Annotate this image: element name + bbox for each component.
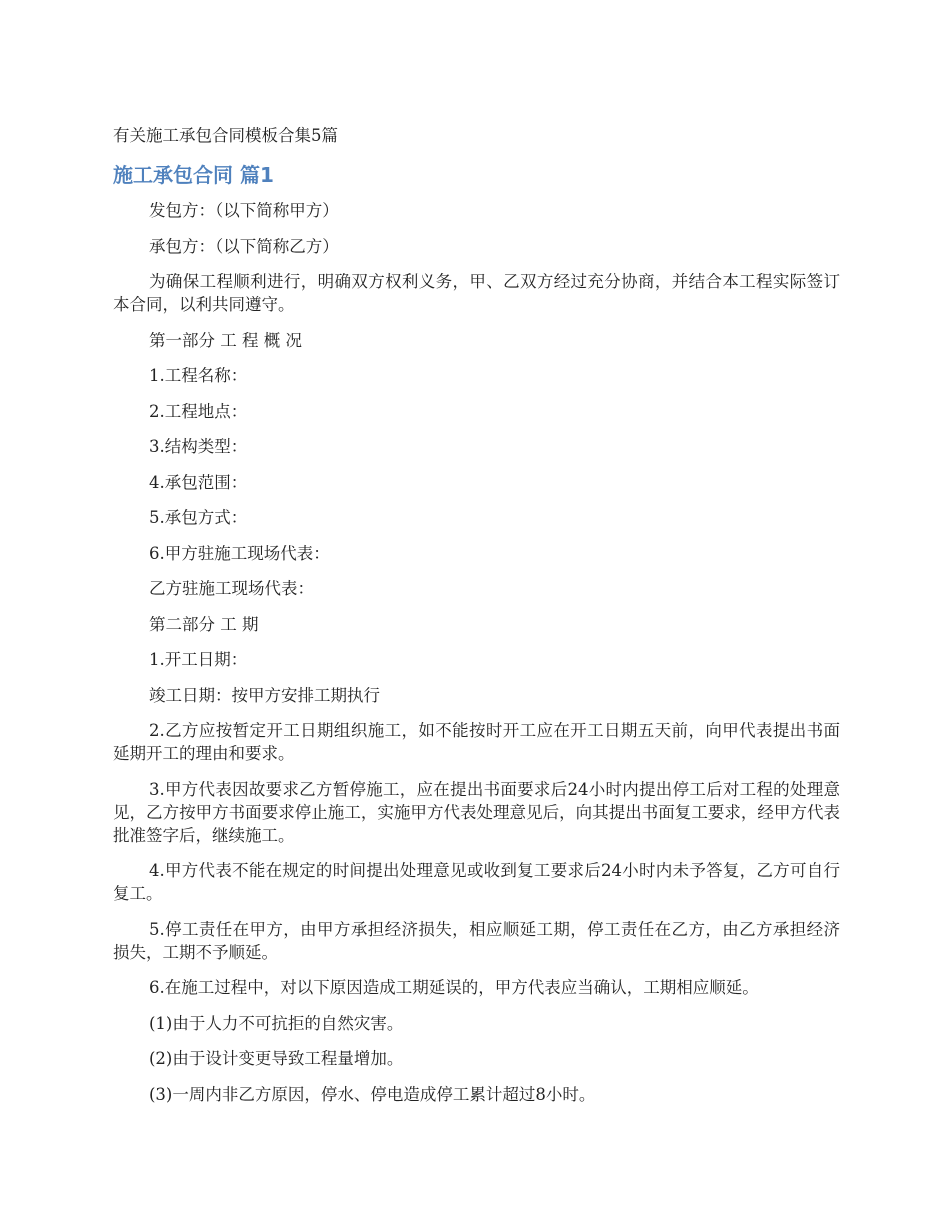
paragraph: 发包方：（以下简称甲方） [149,201,339,220]
paragraph: 5.承包方式： [149,508,248,527]
paragraph: (2)由于设计变更导致工程量增加。 [149,1049,404,1068]
paragraph: 为确保工程顺利进行，明确双方权利义务，甲、乙双方经过充分协商，并结合本工程实际签订本合同，以利共同遵守。 [113,272,840,314]
paragraph: 3.甲方代表因故要求乙方暂停施工，应在提出书面要求后24小时内提出停工后对工程的处理意见，乙方按甲方书面要求停止施工，实施甲方代表处理意见后，向其提出书面复工要求，经甲方代表批准签字后，继续施工。 [113,779,840,845]
paragraph: 4.承包范围： [149,472,248,492]
paragraph: 竣工日期：按甲方安排工期执行 [149,685,380,705]
paragraph-list [113,199,840,1106]
paragraph: 乙方驻施工现场代表： [149,579,314,598]
paragraph: 5.停工责任在甲方，由甲方承担经济损失，相应顺延工期，停工责任在乙方，由乙方承担经济损失，工期不予顺延。 [113,919,840,962]
section-heading: 施工承包合同 篇1 [113,163,274,187]
paragraph: 1.开工日期： [149,650,248,669]
paragraph: (3)一周内非乙方原因，停水、停电造成停工累计超过8小时。 [149,1084,596,1104]
paragraph: 第二部分 工 期 [149,614,259,634]
paragraph: 4.甲方代表不能在规定的时间提出处理意见或收到复工要求后24小时内未予答复，乙方可自行复工。 [113,861,840,903]
paragraph: 承包方：（以下简称乙方） [149,236,339,256]
paragraph: (1)由于人力不可抗拒的自然灾害。 [149,1013,404,1033]
paragraph: 1.工程名称： [149,366,248,385]
paragraph: 3.结构类型： [149,437,248,456]
paragraph: 2.工程地点： [149,401,248,421]
paragraph: 6.甲方驻施工现场代表： [149,543,330,563]
paragraph: 6.在施工过程中，对以下原因造成工期延误的，甲方代表应当确认，工期相应顺延。 [149,978,759,997]
paragraph: 2.乙方应按暂定开工日期组织施工，如不能按时开工应在开工日期五天前，向甲代表提出书面延期开工的理由和要求。 [113,721,840,763]
document-title: 有关施工承包合同模板合集5篇 [113,126,338,145]
paragraph: 第一部分 工 程 概 况 [149,330,302,350]
document-body [113,124,840,1118]
